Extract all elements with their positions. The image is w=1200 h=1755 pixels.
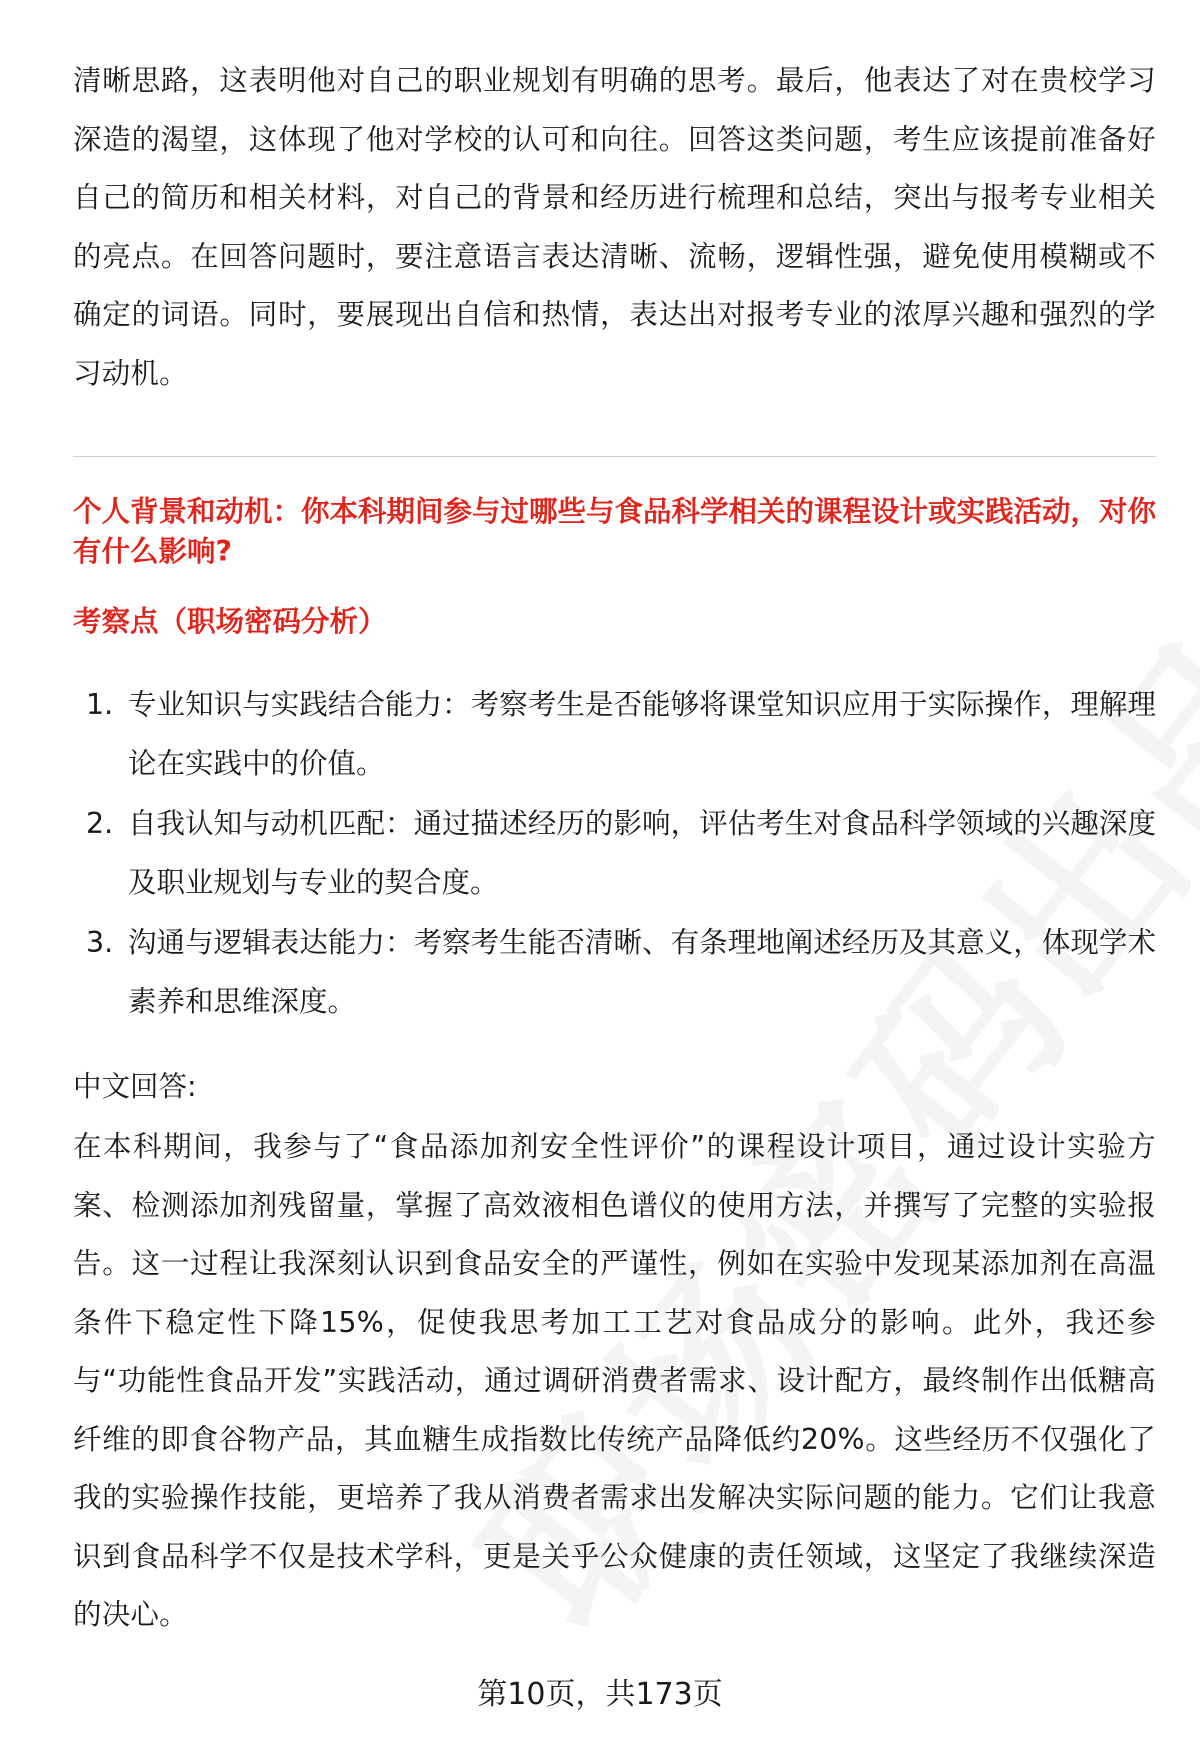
section-divider <box>73 456 1156 457</box>
list-item <box>73 914 1156 1031</box>
list-item-text: 自我认知与动机匹配：通过描述经历的影响，评估考生对食品科学领域的兴趣深度及职业规划与专业的契合度。 <box>128 807 1156 899</box>
list-item-number: 1. <box>86 688 114 721</box>
intro-paragraph: 清晰思路，这表明他对自己的职业规划有明确的思考。最后，他表达了对在贵校学习深造的渴望，这体现了他对学校的认可和向往。回答这类问题，考生应该提前准备好自己的简历和相关材料，对自己的背景和经历进行梳理和总结，突出与报考专业相关的亮点。在回答问题时，要注意语言表达清晰、流畅，逻辑性强，避免使用模糊或不确定的词语。同时，要展现出自信和热情，表达出对报考专业的浓厚兴趣和强烈的学习动机。 <box>73 64 1156 390</box>
answer-paragraph: 在本科期间，我参与了“食品添加剂安全性评价”的课程设计项目，通过设计实验方案、检测添加剂残留量，掌握了高效液相色谱仪的使用方法，并撰写了完整的实验报告。这一过程让我深刻认识到食品安全的严谨性，例如在实验中发现某添加剂在高温条件下稳定性下降15%，促使我思考加工工艺对食品成分的影响。此外，我还参与“功能性食品开发”实践活动，通过调研消费者需求、设计配方，最终制作出低糖高纤维的即食谷物产品，其血糖生成指数比传统产品降低约20%。这些经历不仅强化了我的实验操作技能，更培养了我从消费者需求出发解决实际问题的能力。它们让我意识到食品科学不仅是技术学科，更是关乎公众健康的责任领域，这坚定了我继续深造的决心。 <box>73 1130 1156 1631</box>
list-item-number: 3. <box>86 926 114 959</box>
list-item-text: 沟通与逻辑表达能力：考察考生能否清晰、有条理地阐述经历及其意义，体现学术素养和思维深度。 <box>128 926 1156 1018</box>
question-heading: 个人背景和动机：你本科期间参与过哪些与食品科学相关的课程设计或实践活动，对你有什么影响? <box>73 495 1157 568</box>
page-footer: 第10页，共173页 <box>477 1677 723 1712</box>
list-item <box>73 676 1156 793</box>
list-item-text: 专业知识与实践结合能力：考察考生是否能够将课堂知识应用于实际操作，理解理论在实践中的价值。 <box>128 688 1156 780</box>
assessment-points-list <box>73 676 1156 1033</box>
list-item <box>73 795 1156 912</box>
answer-label: 中文回答: <box>73 1070 197 1103</box>
list-item-number: 2. <box>86 807 114 840</box>
assessment-subheading: 考察点（职场密码分析） <box>73 605 387 638</box>
